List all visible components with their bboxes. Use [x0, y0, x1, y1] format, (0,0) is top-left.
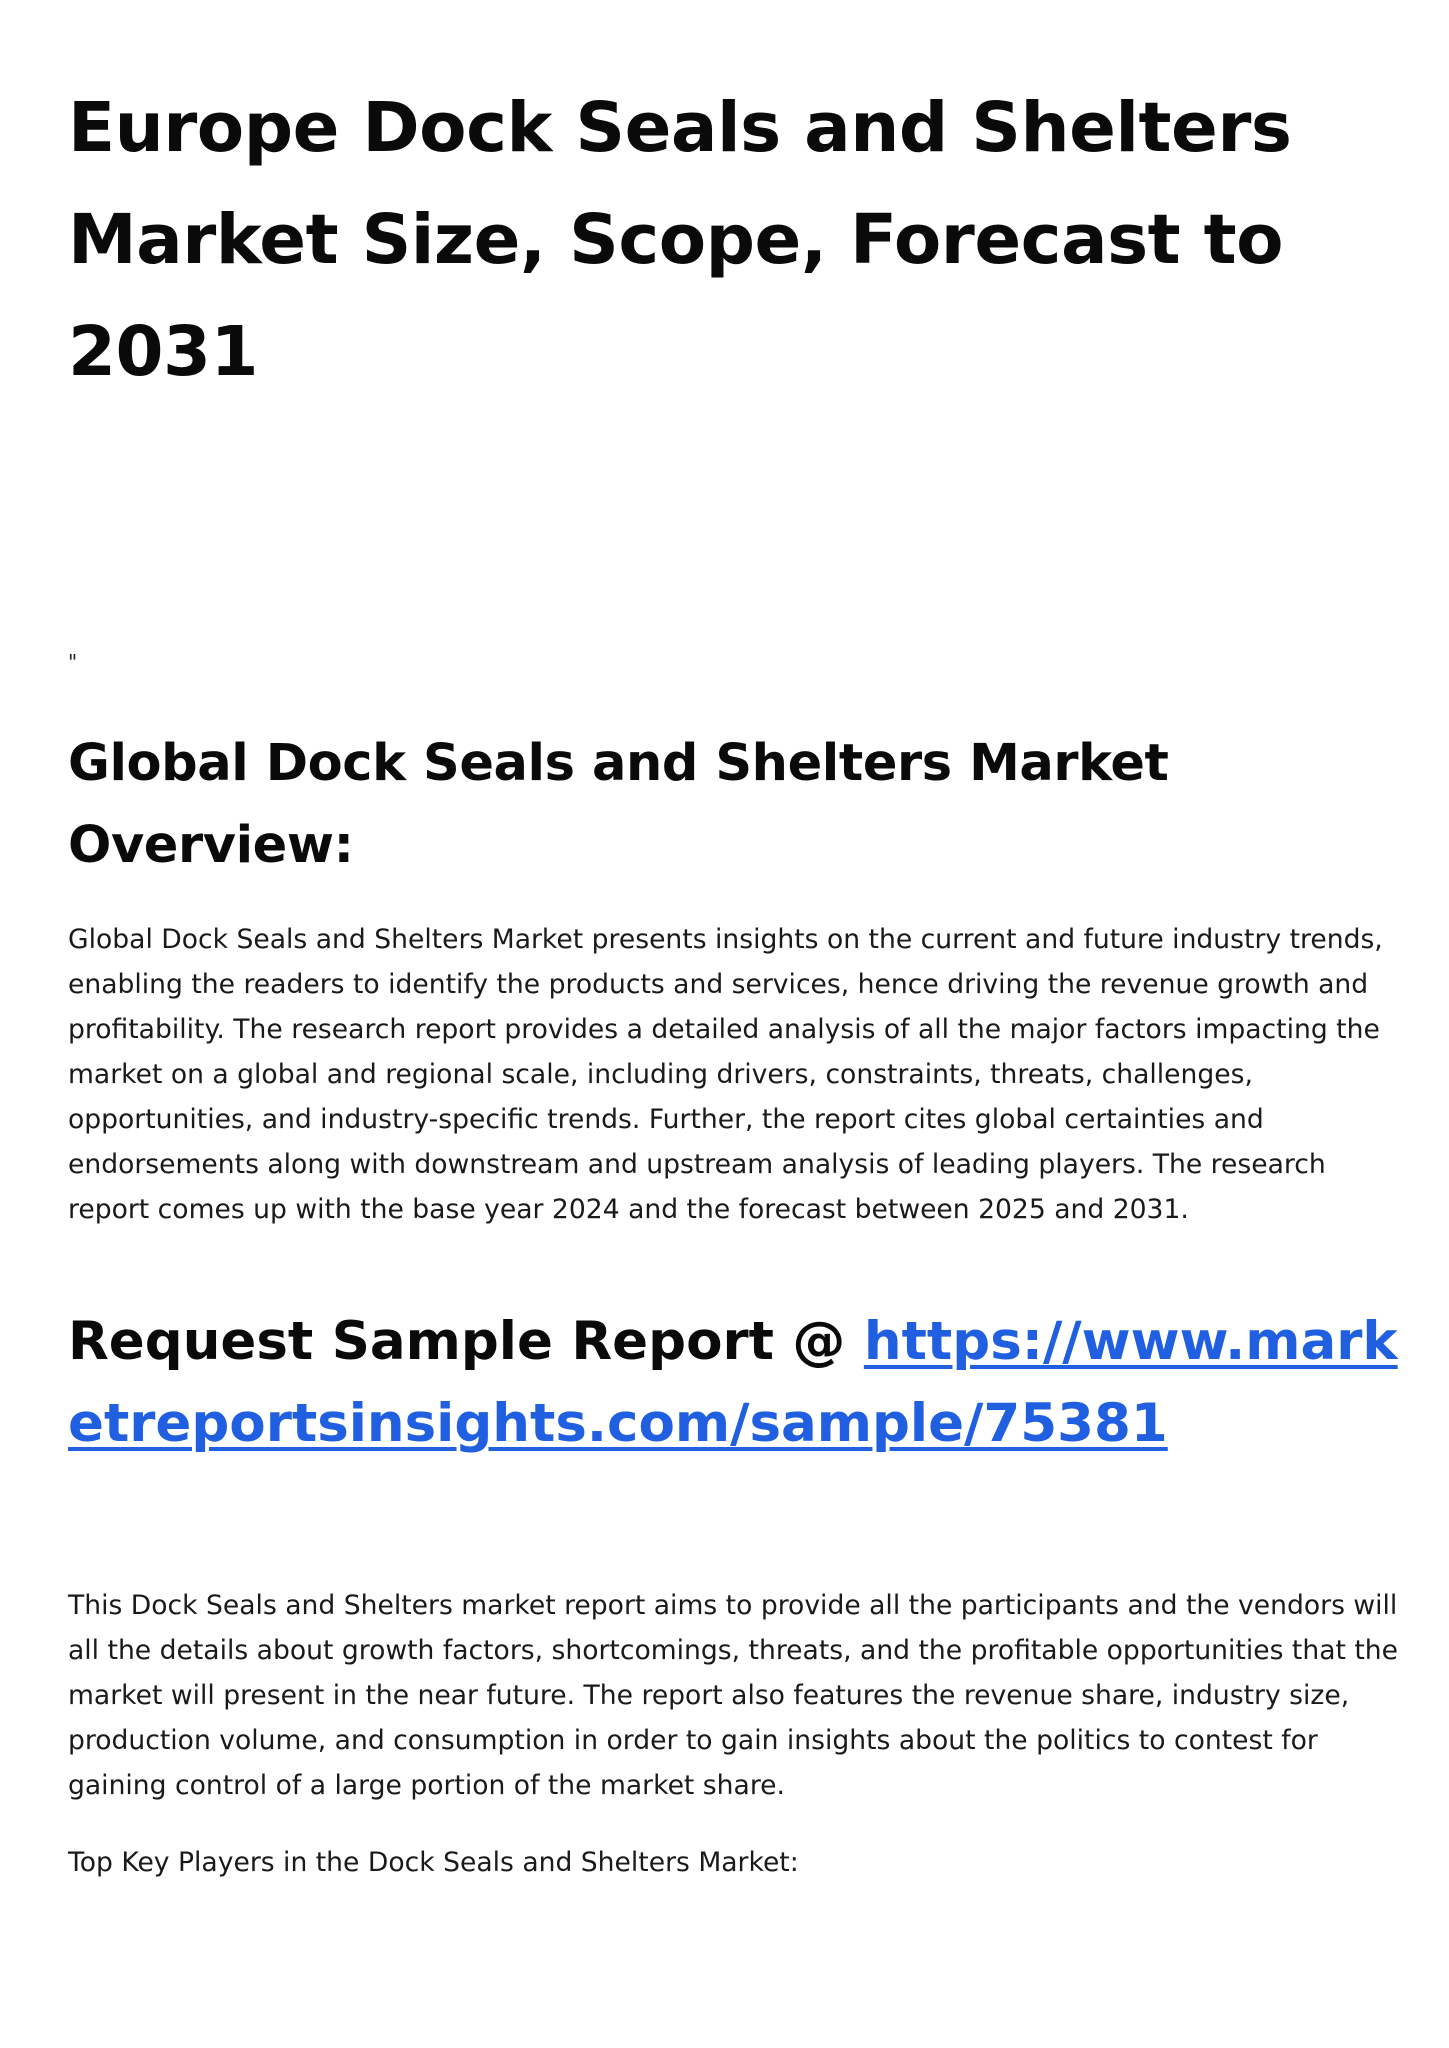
request-sample-label: Request Sample Report @	[68, 1311, 846, 1372]
overview-heading: Global Dock Seals and Shelters Market Overview:	[68, 734, 1169, 875]
request-sample-heading	[68, 1301, 1398, 1465]
request-sample-link[interactable]: https://www.marketreportsinsights.com/sample/75381	[68, 1311, 1398, 1454]
overview-paragraph: Global Dock Seals and Shelters Market presents insights on the current and future industry trends, enabling the readers to identify the products and services, hence driving the revenue growth and profitability. The research report provides a detailed analysis of all the major factors impacting the market on a global and regional scale, including drivers, constraints, threats, challenges, opportunities, and industry-specific trends. Further, the report cites global certainties and endorsements along with downstream and upstream analysis of leading players. The research report comes up with the base year 2024 and the forecast between 2025 and 2031.	[68, 924, 1383, 1225]
key-players-label: Top Key Players in the Dock Seals and Shelters Market:	[68, 1847, 799, 1878]
report-description-paragraph: This Dock Seals and Shelters market report aims to provide all the participants and the vendors will all the details about growth factors, shortcomings, threats, and the profitable opportunities that the market will present in the near future. The report also features the revenue share, industry size, production volume, and consumption in order to gain insights about the politics to contest for gaining control of a large portion of the market share.	[68, 1590, 1399, 1801]
stray-quote-mark: "	[68, 650, 78, 674]
page-title: Europe Dock Seals and Shelters Market Size, Scope, Forecast to 2031	[68, 88, 1292, 392]
